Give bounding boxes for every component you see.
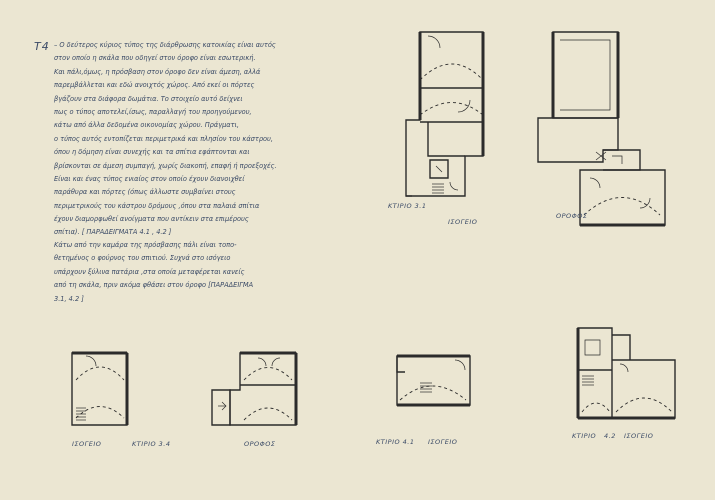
text-line: πως ο τύπος αποτελεί,ίσως, παραλλαγή του προηγούμενου,: [54, 107, 252, 116]
text-line: Είναι και ένας τύπος ενιαίος στον οποίο έχουν διανοιχθεί: [54, 174, 245, 183]
caption-ground-4-1: ΙΣΟΓΕΙΟ: [428, 438, 458, 446]
text-line: 3.1, 4.2 ]: [54, 294, 84, 303]
text-line: – Ο δεύτερος κύριος τύπος της διάρθρωσης κατοικίας είναι αυτός: [54, 41, 276, 49]
stairs-icon: [76, 408, 86, 420]
caption-floor-3-1: ΟΡΟΦΟΣ: [556, 212, 588, 220]
plan-4-2-ground: [578, 328, 675, 418]
caption-building-3-4: ΚΤΙΡΙΟ 3.4: [132, 440, 171, 448]
text-line: θετημένος ο φούρνος του σπιτιού. Συχνά στο ισόγειο: [54, 254, 231, 263]
text-line: βρίσκονται σε άμεση συμπαγή, χωρίς διακοπή, επαφή ή προεξοχές.: [54, 161, 277, 170]
text-line: από τη σκάλα, πριν ακόμα φθάσει στον όροφο [ΠΑΡΑΔΕΙΓΜΑ: [54, 281, 254, 290]
text-line: όπου η δόμηση είναι συνεχής και τα σπίτια εφάπτονται και: [54, 148, 250, 157]
text-line: κάτω από άλλα δεδομένα οικονομίας χώρου. Πράγματι,: [54, 121, 239, 130]
caption-building-3-1: ΚΤΙΡΙΟ 3.1: [388, 202, 427, 210]
caption-number-4-2: 4.2: [604, 432, 616, 440]
text-line: ο τύπος αυτός εντοπίζεται περιμετρικά και πλησίον του κάστρου,: [54, 134, 273, 143]
text-line: Κάτω από την καμάρα της πρόσβασης πάλι είναι τοπο-: [54, 241, 237, 249]
plan-3-1-floor: [538, 32, 665, 225]
plan-3-4-ground: [72, 353, 127, 425]
text-line: έχουν διαμορφωθεί ανοίγματα που αντίκειν στα επιμέρους: [54, 215, 249, 224]
caption-ground-3-1: ΙΣΟΓΕΙΟ: [448, 218, 478, 226]
caption-building-4-1: ΚΤΙΡΙΟ 4.1: [376, 438, 415, 446]
plan-4-1-ground: [397, 356, 470, 405]
caption-floor-3-4: ΟΡΟΦΟΣ: [244, 440, 276, 448]
caption-ground-3-4: ΙΣΟΓΕΙΟ: [72, 440, 102, 448]
plan-3-4-floor: [212, 353, 296, 425]
text-line: παράθυρα και πόρτες (όπως άλλωστε συμβαίνει στους: [54, 188, 236, 197]
text-line: σπίτια). [ ΠΑΡΑΔΕΙΓΜΑΤΑ 4.1 , 4.2 ]: [54, 228, 172, 237]
text-line: στον οποίο η σκάλα που οδηγεί στον όροφο είναι εσωτερική.: [54, 54, 256, 63]
stairs-icon: [582, 376, 594, 385]
text-line: βγάζουν στα διάφορα δωμάτια. Το στοιχείο αυτό δείχνει: [54, 94, 243, 103]
caption-ground-4-2: ΙΣΟΓΕΙΟ: [624, 432, 654, 440]
text-line: Και πάλι,όμως, η πρόσβαση στον όροφο δεν είναι άμεση, αλλά: [54, 67, 261, 76]
stairs-icon: [432, 184, 444, 193]
caption-building-4-2: ΚΤΙΡΙΟ: [572, 432, 597, 440]
section-label: T4: [34, 40, 50, 53]
text-line: παρεμβάλλεται και εδώ ανοιχτός χώρος. Από εκεί οι πόρτες: [54, 81, 255, 90]
text-line: υπάρχουν ξύλινα πατάρια ,στα οποία μεταφέρεται κανείς: [54, 267, 245, 276]
plan-3-1-ground: [406, 32, 483, 196]
text-line: περιμετρικούς του κάστρου δρόμους ,όπου στα παλαιά σπίτια: [54, 201, 260, 210]
